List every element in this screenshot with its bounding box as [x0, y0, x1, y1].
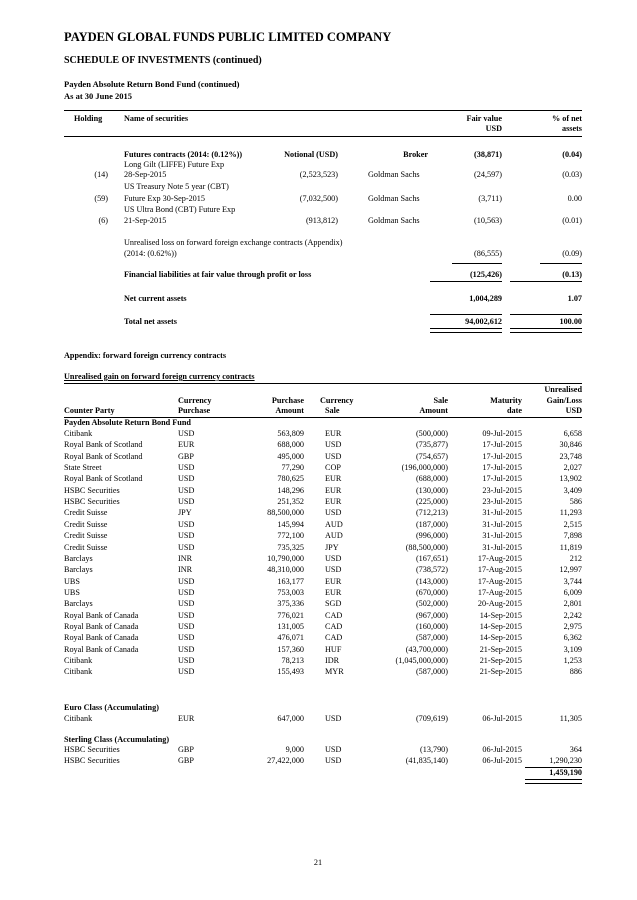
- cell-maturity-date: 31-Jul-2015: [482, 508, 522, 518]
- unrealised-loss-comparative: (2014: (0.62%)): [124, 249, 177, 258]
- cell-counter-party: Royal Bank of Canada: [64, 610, 139, 620]
- fx-col-maturity-1: Maturity: [490, 396, 522, 405]
- table-row: [0, 745, 637, 756]
- cell-unrealised-gain: 6,658: [563, 429, 582, 438]
- cell-currency-sale: EUR: [325, 497, 342, 507]
- cell-maturity-date: 17-Aug-2015: [477, 565, 522, 575]
- cell-purchase-amount: 27,422,000: [267, 756, 304, 766]
- cell-maturity-date: 06-Jul-2015: [482, 756, 522, 766]
- table-row: [0, 531, 637, 542]
- broker-header: Broker: [403, 150, 428, 159]
- cell-maturity-date: 06-Jul-2015: [482, 714, 522, 723]
- grand-total-double-rule: [525, 779, 582, 784]
- cell-unrealised-gain: 6,362: [563, 633, 582, 643]
- cell-unrealised-gain: 586: [569, 497, 582, 507]
- table-row: [0, 756, 637, 767]
- cell-currency-sale: AUD: [325, 531, 343, 541]
- cell-currency-sale: USD: [325, 756, 342, 766]
- cell-currency-purchase: INR: [178, 565, 193, 575]
- cell-purchase-amount: 163,177: [277, 576, 304, 586]
- total-rule: [430, 281, 502, 282]
- total-net-assets-label: Total net assets: [124, 317, 177, 326]
- col-pct-net-assets: % of net: [551, 114, 582, 123]
- cell-sale-amount: (143,000): [415, 576, 448, 586]
- fx-col-sale-amount-1: Sale: [433, 396, 448, 405]
- cell-sale-amount: (996,000): [415, 531, 448, 541]
- cell-maturity-date: 17-Aug-2015: [477, 576, 522, 586]
- fx-col-sale-amount-2: Amount: [419, 406, 448, 415]
- cell-purchase-amount: 78,213: [281, 656, 304, 665]
- cell-currency-sale: EUR: [325, 587, 342, 597]
- cell-purchase-amount: 735,325: [277, 542, 304, 552]
- cell-currency-purchase: GBP: [178, 451, 194, 461]
- cell-counter-party: Barclays: [64, 553, 93, 563]
- cell-unrealised-gain: 3,409: [563, 485, 582, 495]
- cell-maturity-date: 14-Sep-2015: [479, 621, 522, 631]
- cell-unrealised-gain: 1,253: [563, 656, 582, 665]
- cell-currency-purchase: USD: [178, 485, 195, 495]
- cell-currency-purchase: USD: [178, 644, 195, 654]
- subtotal-rule: [452, 263, 502, 264]
- table-row: [0, 452, 637, 463]
- cell-purchase-amount: 251,352: [277, 497, 304, 507]
- cell-currency-sale: CAD: [325, 610, 343, 620]
- cell-sale-amount: (167,651): [415, 553, 448, 563]
- cell-counter-party: Royal Bank of Scotland: [64, 451, 143, 461]
- future-broker: Goldman Sachs: [368, 194, 420, 203]
- cell-counter-party: Barclays: [64, 565, 93, 575]
- cell-unrealised-gain: 886: [569, 667, 582, 677]
- fund-name: Payden Absolute Return Bond Fund (continued): [64, 79, 240, 89]
- cell-purchase-amount: 148,296: [277, 485, 304, 495]
- cell-maturity-date: 17-Aug-2015: [477, 587, 522, 597]
- table-row: [0, 440, 637, 451]
- unrealised-loss-pct: (0.09): [562, 249, 582, 258]
- cell-maturity-date: 21-Sep-2015: [479, 667, 522, 677]
- cell-sale-amount: (735,877): [415, 440, 448, 450]
- cell-counter-party: UBS: [64, 587, 80, 597]
- cell-counter-party: Citibank: [64, 656, 93, 665]
- cell-maturity-date: 31-Jul-2015: [482, 542, 522, 552]
- double-rule: [510, 328, 582, 333]
- cell-purchase-amount: 772,100: [277, 531, 304, 541]
- future-pct: (0.03): [562, 170, 582, 179]
- cell-currency-sale: USD: [325, 451, 342, 461]
- table-row: [0, 588, 637, 599]
- table-row: [0, 622, 637, 633]
- net-current-assets-label: Net current assets: [124, 294, 187, 303]
- cell-currency-sale: IDR: [325, 656, 340, 665]
- cell-currency-sale: COP: [325, 463, 341, 473]
- as-at-date: As at 30 June 2015: [64, 91, 133, 101]
- col-name-of-securities: Name of securities: [124, 114, 189, 123]
- fx-col-maturity-2: date: [506, 406, 522, 415]
- cell-unrealised-gain: 2,027: [563, 463, 582, 473]
- cell-sale-amount: (738,572): [415, 565, 448, 575]
- table-row: [0, 429, 637, 440]
- unrealised-gain-title: Unrealised gain on forward foreign currency contracts: [64, 372, 255, 381]
- cell-sale-amount: (13,790): [420, 745, 448, 754]
- table-row: [0, 463, 637, 474]
- cell-currency-sale: AUD: [325, 519, 343, 529]
- cell-currency-purchase: USD: [178, 474, 195, 484]
- cell-currency-sale: SGD: [325, 599, 342, 609]
- table-row: [0, 543, 637, 554]
- cell-maturity-date: 31-Jul-2015: [482, 531, 522, 541]
- future-fair-value: (10,563): [474, 216, 502, 225]
- cell-sale-amount: (688,000): [415, 474, 448, 484]
- financial-liabilities-pct: (0.13): [562, 270, 582, 279]
- cell-currency-sale: CAD: [325, 621, 343, 631]
- col-holding: Holding: [74, 114, 103, 123]
- cell-currency-sale: EUR: [325, 429, 342, 438]
- cell-purchase-amount: 9,000: [285, 745, 304, 754]
- table-row: [0, 474, 637, 485]
- fx-col-currency-sale-1: Currency: [320, 396, 354, 405]
- cell-purchase-amount: 776,021: [277, 610, 304, 620]
- cell-purchase-amount: 476,071: [277, 633, 304, 643]
- cell-unrealised-gain: 2,975: [563, 621, 582, 631]
- cell-counter-party: HSBC Securities: [64, 497, 120, 507]
- cell-currency-purchase: USD: [178, 633, 195, 643]
- cell-maturity-date: 14-Sep-2015: [479, 610, 522, 620]
- cell-currency-purchase: USD: [178, 599, 195, 609]
- future-pct: (0.01): [562, 216, 582, 225]
- cell-maturity-date: 23-Jul-2015: [482, 485, 522, 495]
- total-rule: [430, 314, 502, 315]
- cell-currency-purchase: EUR: [178, 440, 195, 450]
- cell-unrealised-gain: 13,902: [559, 474, 582, 484]
- cell-purchase-amount: 688,000: [277, 440, 304, 450]
- cell-currency-purchase: USD: [178, 621, 195, 631]
- unrealised-loss-fair-value: (86,555): [474, 249, 502, 258]
- cell-purchase-amount: 780,625: [277, 474, 304, 484]
- cell-maturity-date: 17-Aug-2015: [477, 553, 522, 563]
- cell-counter-party: Credit Suisse: [64, 531, 108, 541]
- futures-fair-value-total: (38,871): [474, 150, 502, 159]
- cell-unrealised-gain: 3,109: [563, 644, 582, 654]
- fx-col-counter-party: Counter Party: [64, 406, 115, 415]
- cell-maturity-date: 09-Jul-2015: [482, 429, 522, 438]
- cell-counter-party: Citibank: [64, 714, 93, 723]
- table-row: [0, 611, 637, 622]
- cell-purchase-amount: 77,290: [281, 463, 304, 473]
- cell-currency-sale: USD: [325, 508, 342, 518]
- table-row: [0, 554, 637, 565]
- cell-counter-party: Citibank: [64, 667, 93, 677]
- cell-maturity-date: 17-Jul-2015: [482, 440, 522, 450]
- net-current-assets-fair-value: 1,004,289: [469, 294, 502, 303]
- cell-counter-party: HSBC Securities: [64, 745, 120, 754]
- cell-currency-purchase: USD: [178, 497, 195, 507]
- col-fair-value-unit: USD: [485, 124, 502, 133]
- table-row: [0, 714, 637, 725]
- cell-purchase-amount: 495,000: [277, 451, 304, 461]
- cell-currency-purchase: EUR: [178, 714, 195, 723]
- cell-counter-party: Royal Bank of Canada: [64, 644, 139, 654]
- cell-purchase-amount: 753,003: [277, 587, 304, 597]
- cell-unrealised-gain: 11,305: [559, 714, 582, 723]
- fx-col-currency-purchase-2: Purchase: [178, 406, 211, 415]
- cell-maturity-date: 31-Jul-2015: [482, 519, 522, 529]
- cell-sale-amount: (130,000): [415, 485, 448, 495]
- cell-purchase-amount: 647,000: [277, 714, 304, 723]
- cell-unrealised-gain: 6,009: [563, 587, 582, 597]
- table-top-rule: [64, 110, 582, 111]
- future-name-line1: Long Gilt (LIFFE) Future Exp: [124, 160, 225, 169]
- grand-total: 1,459,190: [549, 768, 582, 777]
- cell-currency-sale: USD: [325, 745, 342, 754]
- cell-unrealised-gain: 364: [569, 745, 582, 754]
- future-fair-value: (3,711): [478, 194, 502, 203]
- cell-counter-party: Royal Bank of Canada: [64, 621, 139, 631]
- cell-currency-purchase: USD: [178, 542, 195, 552]
- fx-section-main: Payden Absolute Return Bond Fund: [64, 418, 191, 427]
- financial-liabilities-fair-value: (125,426): [469, 270, 502, 279]
- cell-currency-purchase: INR: [178, 553, 193, 563]
- fx-col-purchase-amount-2: Amount: [275, 406, 304, 415]
- table-row: [0, 667, 637, 678]
- cell-counter-party: Credit Suisse: [64, 519, 108, 529]
- future-name-line2: 21-Sep-2015: [124, 216, 167, 225]
- cell-maturity-date: 21-Sep-2015: [479, 644, 522, 654]
- cell-currency-purchase: JPY: [178, 508, 192, 518]
- fx-top-rule: [64, 383, 582, 384]
- table-row: [0, 599, 637, 610]
- future-name-line2: 28-Sep-2015: [124, 170, 167, 179]
- cell-currency-sale: EUR: [325, 576, 342, 586]
- fx-col-currency-purchase-1: Currency: [178, 396, 212, 405]
- cell-unrealised-gain: 2,801: [563, 599, 582, 609]
- notional-header: Notional (USD): [284, 150, 338, 159]
- cell-unrealised-gain: 212: [569, 553, 582, 563]
- cell-currency-purchase: USD: [178, 519, 195, 529]
- cell-maturity-date: 06-Jul-2015: [482, 745, 522, 754]
- cell-sale-amount: (712,213): [415, 508, 448, 518]
- total-rule: [510, 314, 582, 315]
- cell-sale-amount: (587,000): [415, 667, 448, 677]
- cell-currency-sale: JPY: [325, 542, 339, 552]
- fx-col-gain-2: Gain/Loss: [546, 396, 582, 405]
- cell-unrealised-gain: 11,819: [559, 542, 582, 552]
- cell-maturity-date: 14-Sep-2015: [479, 633, 522, 643]
- table-row: [0, 645, 637, 656]
- total-net-assets-pct: 100.00: [559, 317, 582, 326]
- cell-purchase-amount: 563,809: [277, 429, 304, 438]
- future-notional: (2,523,523): [299, 170, 338, 179]
- cell-currency-sale: EUR: [325, 485, 342, 495]
- cell-unrealised-gain: 7,898: [563, 531, 582, 541]
- cell-currency-purchase: USD: [178, 667, 195, 677]
- cell-sale-amount: (587,000): [415, 633, 448, 643]
- cell-currency-purchase: USD: [178, 429, 195, 438]
- net-current-assets-pct: 1.07: [567, 294, 582, 303]
- cell-currency-sale: HUF: [325, 644, 342, 654]
- cell-unrealised-gain: 12,997: [559, 565, 582, 575]
- cell-sale-amount: (43,700,000): [405, 644, 448, 654]
- cell-currency-purchase: USD: [178, 531, 195, 541]
- cell-currency-sale: USD: [325, 440, 342, 450]
- double-rule: [430, 328, 502, 333]
- table-row: [0, 486, 637, 497]
- cell-unrealised-gain: 3,744: [563, 576, 582, 586]
- future-pct: 0.00: [567, 194, 582, 203]
- cell-maturity-date: 17-Jul-2015: [482, 451, 522, 461]
- appendix-title: Appendix: forward foreign currency contracts: [64, 351, 227, 360]
- cell-counter-party: Barclays: [64, 599, 93, 609]
- cell-sale-amount: (88,500,000): [405, 542, 448, 552]
- cell-counter-party: Citibank: [64, 429, 93, 438]
- cell-currency-purchase: USD: [178, 463, 195, 473]
- cell-sale-amount: (41,835,140): [405, 756, 448, 766]
- cell-purchase-amount: 155,493: [277, 667, 304, 677]
- cell-purchase-amount: 157,360: [277, 644, 304, 654]
- future-fair-value: (24,597): [474, 170, 502, 179]
- cell-counter-party: UBS: [64, 576, 80, 586]
- cell-counter-party: Royal Bank of Canada: [64, 633, 139, 643]
- col-fair-value: Fair value: [466, 114, 502, 123]
- future-notional: (7,032,500): [299, 194, 338, 203]
- cell-currency-sale: USD: [325, 714, 342, 723]
- unrealised-loss-label: Unrealised loss on forward foreign exchange contracts (Appendix): [124, 238, 343, 247]
- fx-col-gain-3: USD: [565, 406, 582, 415]
- table-row: [0, 633, 637, 644]
- cell-currency-sale: EUR: [325, 474, 342, 484]
- cell-purchase-amount: 10,790,000: [267, 553, 304, 563]
- financial-liabilities-label: Financial liabilities at fair value through profit or loss: [124, 270, 312, 279]
- cell-sale-amount: (225,000): [415, 497, 448, 507]
- table-row: [0, 577, 637, 588]
- future-name-line1: US Treasury Note 5 year (CBT): [124, 182, 229, 191]
- future-broker: Goldman Sachs: [368, 170, 420, 179]
- cell-unrealised-gain: 2,515: [563, 519, 582, 529]
- subtotal-rule: [540, 263, 582, 264]
- cell-sale-amount: (754,657): [415, 451, 448, 461]
- cell-maturity-date: 23-Jul-2015: [482, 497, 522, 507]
- future-holding: (14): [94, 170, 108, 179]
- futures-pct-total: (0.04): [562, 150, 582, 159]
- cell-purchase-amount: 131,005: [277, 621, 304, 631]
- cell-unrealised-gain: 2,242: [563, 610, 582, 620]
- cell-currency-purchase: USD: [178, 610, 195, 620]
- cell-currency-purchase: GBP: [178, 756, 194, 766]
- page-number: 21: [313, 858, 323, 867]
- header-bottom-rule: [64, 136, 582, 137]
- cell-currency-sale: MYR: [325, 667, 344, 677]
- future-holding: (59): [94, 194, 108, 203]
- cell-sale-amount: (670,000): [415, 587, 448, 597]
- cell-purchase-amount: 375,336: [277, 599, 304, 609]
- cell-purchase-amount: 145,994: [277, 519, 304, 529]
- cell-currency-purchase: GBP: [178, 745, 194, 754]
- table-row: [0, 656, 637, 667]
- cell-counter-party: State Street: [64, 463, 102, 473]
- cell-maturity-date: 17-Jul-2015: [482, 474, 522, 484]
- cell-currency-purchase: USD: [178, 656, 195, 665]
- cell-maturity-date: 20-Aug-2015: [477, 599, 522, 609]
- cell-sale-amount: (196,000,000): [401, 463, 448, 473]
- cell-currency-sale: USD: [325, 565, 342, 575]
- future-name-line1: US Ultra Bond (CBT) Future Exp: [124, 205, 236, 214]
- cell-counter-party: HSBC Securities: [64, 756, 120, 766]
- total-rule: [510, 281, 582, 282]
- fx-section-euro: Euro Class (Accumulating): [64, 703, 159, 712]
- cell-counter-party: Credit Suisse: [64, 542, 108, 552]
- cell-sale-amount: (709,619): [415, 714, 448, 723]
- table-row: [0, 565, 637, 576]
- cell-purchase-amount: 48,310,000: [267, 565, 304, 575]
- cell-sale-amount: (967,000): [415, 610, 448, 620]
- cell-counter-party: Royal Bank of Scotland: [64, 440, 143, 450]
- cell-unrealised-gain: 11,293: [559, 508, 582, 518]
- futures-section-title: Futures contracts (2014: (0.12%)): [124, 150, 243, 159]
- cell-sale-amount: (502,000): [415, 599, 448, 609]
- cell-unrealised-gain: 23,748: [559, 451, 582, 461]
- table-row: [0, 497, 637, 508]
- future-notional: (913,812): [305, 216, 338, 225]
- cell-currency-purchase: USD: [178, 576, 195, 586]
- cell-sale-amount: (500,000): [415, 429, 448, 438]
- cell-sale-amount: (187,000): [415, 519, 448, 529]
- table-row: [0, 520, 637, 531]
- cell-maturity-date: 17-Jul-2015: [482, 463, 522, 473]
- fx-col-purchase-amount-1: Purchase: [271, 396, 304, 405]
- cell-currency-purchase: USD: [178, 587, 195, 597]
- table-row: [0, 508, 637, 519]
- fx-section-sterling: Sterling Class (Accumulating): [64, 735, 170, 744]
- cell-unrealised-gain: 1,290,230: [549, 756, 582, 766]
- cell-sale-amount: (1,045,000,000): [395, 656, 448, 665]
- cell-currency-sale: CAD: [325, 633, 343, 643]
- col-pct-net-assets-unit: assets: [561, 124, 582, 133]
- cell-currency-sale: USD: [325, 553, 342, 563]
- cell-sale-amount: (160,000): [415, 621, 448, 631]
- cell-maturity-date: 21-Sep-2015: [479, 656, 522, 665]
- future-broker: Goldman Sachs: [368, 216, 420, 225]
- future-holding: (6): [98, 216, 108, 225]
- cell-counter-party: Credit Suisse: [64, 508, 108, 518]
- fx-col-gain-1: Unrealised: [544, 385, 582, 394]
- cell-counter-party: Royal Bank of Scotland: [64, 474, 143, 484]
- total-net-assets-fair-value: 94,002,612: [465, 317, 502, 326]
- cell-counter-party: HSBC Securities: [64, 485, 120, 495]
- cell-unrealised-gain: 30,846: [559, 440, 582, 450]
- cell-purchase-amount: 88,500,000: [267, 508, 304, 518]
- company-title: PAYDEN GLOBAL FUNDS PUBLIC LIMITED COMPANY: [64, 30, 392, 44]
- fx-col-currency-sale-2: Sale: [325, 406, 340, 415]
- schedule-title: SCHEDULE OF INVESTMENTS (continued): [64, 55, 262, 66]
- future-name-line2: Future Exp 30-Sep-2015: [124, 194, 205, 203]
